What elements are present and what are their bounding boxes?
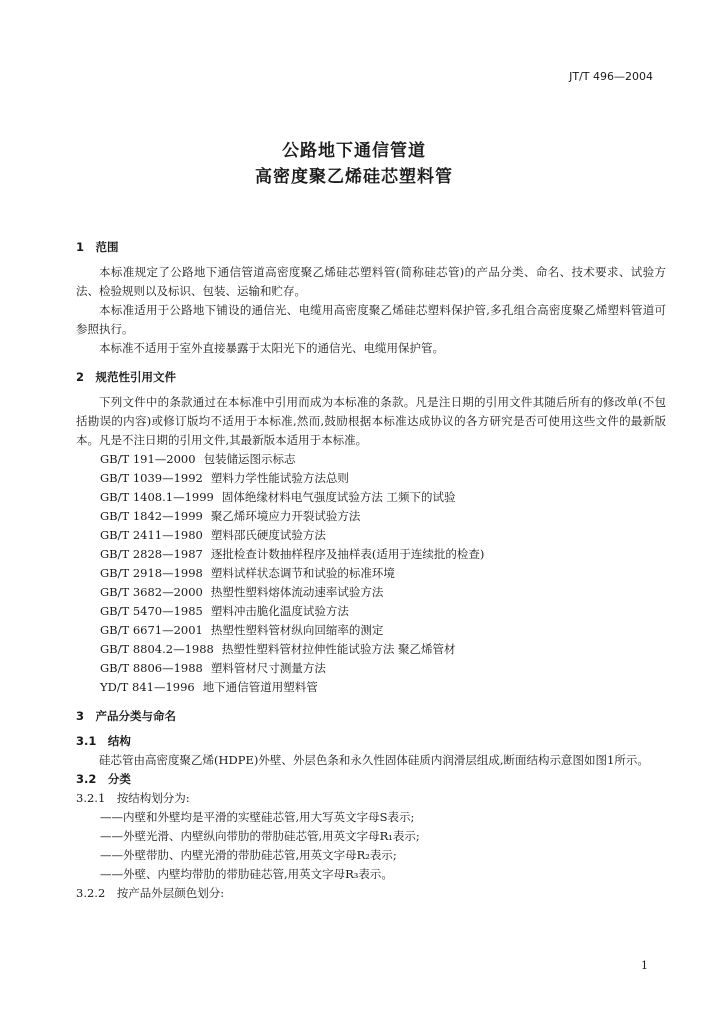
section-3-2-heading: 3.2 分类 bbox=[76, 772, 131, 786]
reference-title: 地下通信管道用塑料管 bbox=[202, 680, 318, 694]
document-title-line2: 高密度聚乙烯硅芯塑料管 bbox=[255, 167, 453, 187]
reference-code: GB/T 191—2000 bbox=[100, 452, 196, 466]
reference-code: GB/T 6671—2001 bbox=[100, 623, 203, 637]
reference-code: GB/T 8804.2—1988 bbox=[100, 642, 214, 656]
section-3-2-2-heading: 3.2.2 按产品外层颜色划分: bbox=[76, 886, 225, 900]
section-3-heading: 3 产品分类与命名 bbox=[76, 709, 177, 723]
reference-title: 聚乙烯环境应力开裂试验方法 bbox=[210, 509, 361, 523]
section-3-1-heading: 3.1 结构 bbox=[76, 734, 131, 748]
reference-code: GB/T 2411—1980 bbox=[100, 528, 203, 542]
reference-item bbox=[100, 526, 666, 545]
reference-code: GB/T 2828—1987 bbox=[100, 547, 203, 561]
page-number: 1 bbox=[641, 959, 648, 972]
standard-code: JT/T 496—2004 bbox=[569, 70, 653, 83]
reference-code: GB/T 5470—1985 bbox=[100, 604, 203, 618]
reference-title: 包装储运图示标志 bbox=[203, 452, 296, 466]
reference-item bbox=[100, 640, 666, 659]
reference-title: 塑料冲击脆化温度试验方法 bbox=[210, 604, 349, 618]
reference-title: 塑料力学性能试验方法总则 bbox=[210, 471, 349, 485]
reference-item bbox=[100, 450, 666, 469]
reference-code: GB/T 1039—1992 bbox=[100, 471, 203, 485]
reference-item bbox=[100, 469, 666, 488]
classification-item: ——外壁带肋、内壁光滑的带肋硅芯管,用英文字母R₂表示; bbox=[100, 848, 397, 862]
reference-list bbox=[76, 450, 666, 697]
classification-item: ——内壁和外壁均是平滑的实壁硅芯管,用大写英文字母S表示; bbox=[100, 810, 415, 824]
document-title-line1: 公路地下通信管道 bbox=[282, 141, 426, 161]
reference-item bbox=[100, 621, 666, 640]
reference-title: 塑料管材尺寸测量方法 bbox=[210, 661, 326, 675]
section-2-intro: 下列文件中的条款通过在本标准中引用而成为本标准的条款。凡是注日期的引用文件其随后所有的修改单(不包括勘误的内容)或修订版均不适用于本标准,然而,鼓励根据本标准达成协议的各方研究是否可使用这些文件的最新版本。凡是不注日期的引用文件,其最新版本适用于本标准。 bbox=[76, 395, 666, 447]
reference-code: GB/T 8806—1988 bbox=[100, 661, 203, 675]
section-2-heading: 2 规范性引用文件 bbox=[76, 370, 177, 384]
section-3-2-1-heading: 3.2.1 按结构划分为: bbox=[76, 791, 190, 805]
reference-code: GB/T 2918—1998 bbox=[100, 566, 203, 580]
document-body bbox=[76, 234, 666, 903]
section-1-heading: 1 范围 bbox=[76, 240, 119, 254]
reference-item bbox=[100, 545, 666, 564]
reference-item bbox=[100, 564, 666, 583]
reference-item bbox=[100, 602, 666, 621]
reference-code: GB/T 3682—2000 bbox=[100, 585, 203, 599]
classification-item: ——外壁光滑、内壁纵向带肋的带肋硅芯管,用英文字母R₁表示; bbox=[100, 829, 420, 843]
classification-item: ——外壁、内壁均带肋的带肋硅芯管,用英文字母R₃表示。 bbox=[100, 867, 393, 881]
reference-title: 热塑性塑料管材拉伸性能试验方法 聚乙烯管材 bbox=[221, 642, 456, 656]
reference-code: YD/T 841—1996 bbox=[100, 680, 195, 694]
reference-title: 逐批检查计数抽样程序及抽样表(适用于连续批的检查) bbox=[210, 547, 485, 561]
reference-item bbox=[100, 583, 666, 602]
reference-title: 固体绝缘材料电气强度试验方法 工频下的试验 bbox=[221, 490, 456, 504]
reference-title: 热塑性塑料管材纵向回缩率的测定 bbox=[210, 623, 384, 637]
reference-title: 塑料试样状态调节和试验的标准环境 bbox=[210, 566, 395, 580]
section-1-paragraph: 本标准不适用于室外直接暴露于太阳光下的通信光、电缆用保护管。 bbox=[99, 341, 444, 355]
reference-title: 塑料邵氏硬度试验方法 bbox=[210, 528, 326, 542]
section-3-1-text: 硅芯管由高密度聚乙烯(HDPE)外壁、外层色条和永久性固体硅质内润滑层组成,断面结构示意图如图1所示。 bbox=[99, 753, 649, 767]
reference-item bbox=[100, 659, 666, 678]
reference-item bbox=[100, 678, 666, 697]
reference-code: GB/T 1408.1—1999 bbox=[100, 490, 214, 504]
reference-title: 热塑性塑料熔体流动速率试验方法 bbox=[210, 585, 384, 599]
reference-item bbox=[100, 488, 666, 507]
section-1-paragraph: 本标准规定了公路地下通信管道高密度聚乙烯硅芯塑料管(简称硅芯管)的产品分类、命名、技术要求、试验方法、检验规则以及标识、包装、运输和贮存。 bbox=[76, 265, 666, 298]
reference-code: GB/T 1842—1999 bbox=[100, 509, 203, 523]
section-1-paragraph: 本标准适用于公路地下铺设的通信光、电缆用高密度聚乙烯硅芯塑料保护管,多孔组合高密度聚乙烯塑料管道可参照执行。 bbox=[76, 303, 666, 336]
reference-item bbox=[100, 507, 666, 526]
